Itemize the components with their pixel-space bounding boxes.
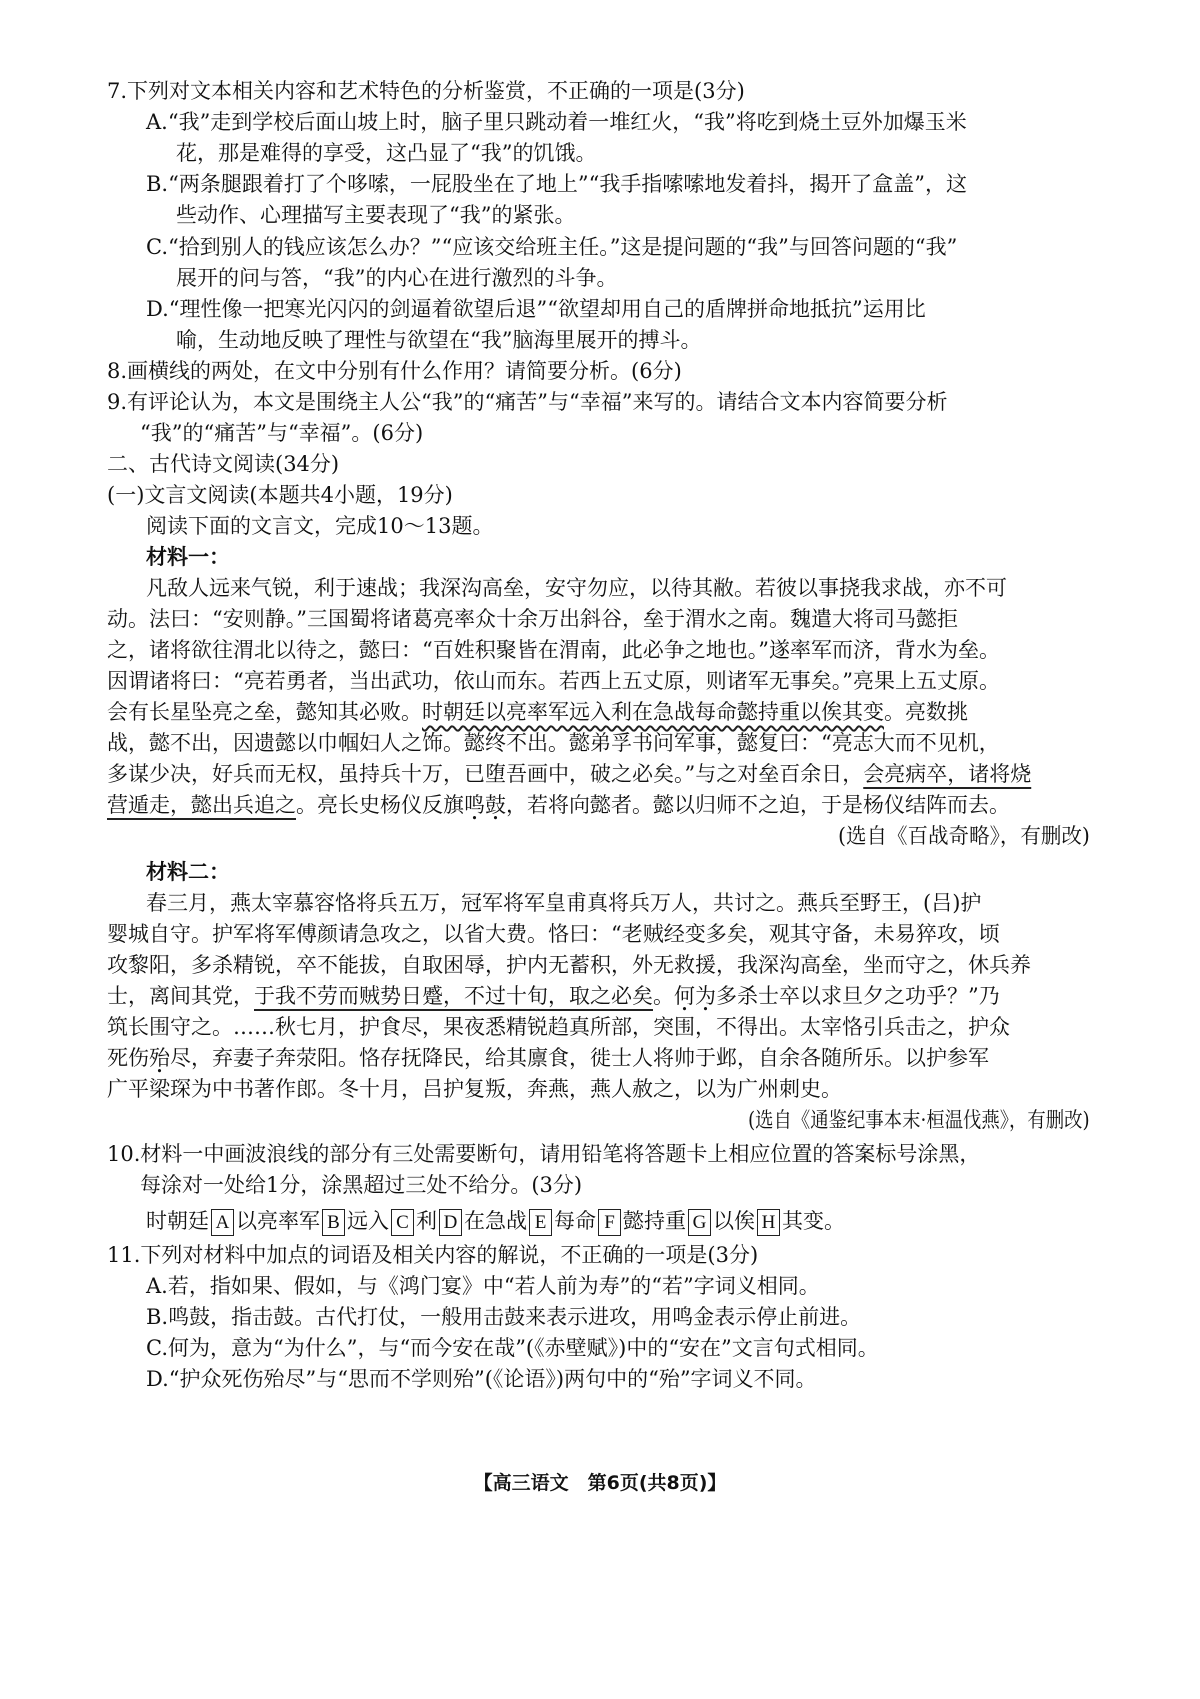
material-1-text: 会有长星坠亮之垒，懿知其必败。 <box>107 700 422 724</box>
q10-sentence <box>146 1206 845 1236</box>
material-2-line: 广平梁琛为中书著作郎。冬十月，吕护复叛，奔燕，燕人赦之，以为广州刺史。 <box>107 1077 842 1101</box>
answer-box-f[interactable]: F <box>598 1209 621 1236</box>
material-2-text: 多杀士卒以求旦夕之功乎？”乃 <box>716 984 1000 1008</box>
page-footer: 【高三语文 第6页(共8页)】 <box>473 1472 727 1494</box>
material-2-label: 材料二： <box>146 859 230 884</box>
material-2-line <box>107 1043 989 1073</box>
section-title: 二、古代诗文阅读(34分) <box>107 452 340 476</box>
q7-stem: 7.下列对文本相关内容和艺术特色的分析鉴赏，不正确的一项是(3分) <box>107 79 745 103</box>
q11-option-a: A.若，指如果、假如，与《鸿门宴》中“若人前为寿”的“若”字词义相同。 <box>146 1274 820 1298</box>
q7-option-b-line1: B.“两条腿跟着打了个哆嗦，一屁股坐在了地上”“我手指嗦嗦地发着抖，揭开了盒盖”，这 <box>146 172 968 196</box>
reading-instruction: 阅读下面的文言文，完成10～13题。 <box>146 514 494 538</box>
answer-box-h[interactable]: H <box>757 1209 780 1236</box>
dotted-word-char: 鸣 <box>464 793 485 817</box>
material-1-line <box>107 759 1031 789</box>
q11-option-d: D.“护众死伤殆尽”与“思而不学则殆”(《论语》)两句中的“殆”字词义不同。 <box>146 1367 817 1391</box>
material-2-source: (选自《通鉴纪事本末·桓温伐燕》，有删改) <box>748 1108 1090 1132</box>
answer-box-g[interactable]: G <box>688 1209 711 1236</box>
material-2-line: 婴城自守。护军将军傅颜请急攻之，以省大费。恪曰：“老贼经变多矣，观其守备，未易猝攻，顷 <box>107 922 1000 946</box>
dotted-word-char: 殆 <box>149 1046 170 1070</box>
material-1-source: (选自《百战奇略》，有删改) <box>838 824 1090 848</box>
underlined-sentence: 于我不劳而贼势日蹙，不过十旬，取之必矣 <box>254 984 653 1008</box>
q9-stem-line2: “我”的“痛苦”与“幸福”。(6分) <box>140 421 424 445</box>
material-1-line: 因谓诸将曰：“亮若勇者，当出武功，依山而东。若西上五丈原，则诸军无事矣。”亮果上五丈原。 <box>107 669 1000 693</box>
sentence-segment: 利 <box>416 1209 437 1233</box>
answer-box-d[interactable]: D <box>439 1209 462 1236</box>
dotted-word-char: 鼓 <box>485 793 506 817</box>
q7-option-d-line1: D.“理性像一把寒光闪闪的剑逼着欲望后退”“欲望却用自己的盾牌拼命地抵抗”运用比 <box>146 297 926 321</box>
material-1-text: 。亮长史杨仪反旗 <box>296 793 464 817</box>
material-1-line <box>107 790 1010 820</box>
q11-stem: 11.下列对材料中加点的词语及相关内容的解说，不正确的一项是(3分) <box>107 1243 759 1267</box>
q7-option-a-line2: 花，那是难得的享受，这凸显了“我”的饥饿。 <box>176 141 597 165</box>
material-2-text: 。 <box>653 984 674 1008</box>
q11-option-c: C.何为，意为“为什么”，与“而今安在哉”(《赤壁赋》)中的“安在”文言句式相同。 <box>146 1336 879 1360</box>
material-2-line: 筑长围守之。……秋七月，护食尽，果夜悉精锐趋真所部，突围，不得出。太宰恪引兵击之，护众 <box>107 1015 1010 1039</box>
q11-option-b: B.鸣鼓，指击鼓。古代打仗，一般用击鼓来表示进攻，用鸣金表示停止前进。 <box>146 1305 862 1329</box>
sentence-segment: 在急战 <box>464 1209 527 1233</box>
underlined-sentence: 营遁走，懿出兵追之 <box>107 793 296 817</box>
material-2-line: 攻黎阳，多杀精锐，卒不能拔，自取困辱，护内无蓄积，外无救援，我深沟高垒，坐而守之，休兵养 <box>107 953 1031 977</box>
underlined-sentence: 会亮病卒，诸将烧 <box>863 762 1032 786</box>
material-1-text: 。亮数挑 <box>884 700 968 724</box>
material-2-text: 士，离间其党， <box>107 984 254 1008</box>
q7-option-d-line2: 喻，生动地反映了理性与欲望在“我”脑海里展开的搏斗。 <box>176 328 702 352</box>
q10-stem-line2: 每涂对一处给1分，涂黑超过三处不给分。(3分) <box>140 1173 583 1197</box>
q10-stem-line1: 10.材料一中画波浪线的部分有三处需要断句，请用铅笔将答题卡上相应位置的答案标号涂黑， <box>107 1142 981 1166</box>
material-1-line: 凡敌人远来气锐，利于速战；我深沟高垒，安守勿应，以待其敝。若彼以事挠我求战，亦不可 <box>146 576 1007 600</box>
material-2-text: 尽，弃妻子奔荥阳。恪存抚降民，给其廪食，徙士人将帅于邺，自余各随所乐。以护参军 <box>170 1046 989 1070</box>
material-2-line <box>107 981 1000 1011</box>
sentence-segment: 时朝廷 <box>146 1209 209 1233</box>
material-1-text: 多谋少决，好兵而无权，虽持兵十万，已堕吾画中，破之必矣。”与之对垒百余日， <box>107 762 864 786</box>
sentence-segment: 懿持重 <box>623 1209 686 1233</box>
sentence-segment: 以俟 <box>713 1209 755 1233</box>
q7-option-c-line1: C.“拾到别人的钱应该怎么办？”“应该交给班主任。”这是提问题的“我”与回答问题的“我” <box>146 235 958 259</box>
sentence-segment: 其变。 <box>782 1209 845 1233</box>
material-2-line: 春三月，燕太宰慕容恪将兵五万，冠军将军皇甫真将兵万人，共讨之。燕兵至野王，(吕)护 <box>146 891 982 915</box>
material-1-text: ，若将向懿者。懿以归师不之迫，于是杨仪结阵而去。 <box>506 793 1010 817</box>
material-1-label: 材料一： <box>146 544 230 569</box>
material-1-line <box>107 697 968 727</box>
wavy-underlined-sentence: 时朝廷以亮率军远入利在急战每命懿持重以俟其变 <box>422 700 884 724</box>
q9-stem-line1: 9.有评论认为，本文是围绕主人公“我”的“痛苦”与“幸福”来写的。请结合文本内容简要分析 <box>107 390 948 414</box>
answer-box-e[interactable]: E <box>529 1209 552 1236</box>
q8-stem: 8.画横线的两处，在文中分别有什么作用？请简要分析。(6分) <box>107 359 682 383</box>
answer-box-b[interactable]: B <box>322 1209 345 1236</box>
sentence-segment: 每命 <box>554 1209 596 1233</box>
q7-option-a-line1: A.“我”走到学校后面山坡上时，脑子里只跳动着一堆红火，“我”将吃到烧土豆外加爆玉米 <box>146 110 967 134</box>
material-1-line: 动。法曰：“安则静。”三国蜀将诸葛亮率众十余万出斜谷，垒于渭水之南。魏遣大将司马懿拒 <box>107 607 958 631</box>
answer-box-a[interactable]: A <box>211 1209 234 1236</box>
sentence-segment: 远入 <box>347 1209 389 1233</box>
dotted-word-char: 为 <box>695 984 716 1008</box>
subsection-title: (一)文言文阅读(本题共4小题，19分) <box>107 483 453 507</box>
sentence-segment: 以亮率军 <box>236 1209 320 1233</box>
q7-option-b-line2: 些动作、心理描写主要表现了“我”的紧张。 <box>176 203 576 227</box>
material-1-line: 之，诸将欲往渭北以待之，懿曰：“百姓积聚皆在渭南，此必争之地也。”遂率军而济，背水为垒。 <box>107 638 1000 662</box>
dotted-word-char: 何 <box>674 984 695 1008</box>
answer-box-c[interactable]: C <box>391 1209 414 1236</box>
material-1-line: 战，懿不出，因遗懿以巾帼妇人之饰。懿终不出。懿弟孚书问军事，懿复曰：“亮志大而不见机， <box>107 731 1000 755</box>
material-2-text: 死伤 <box>107 1046 149 1070</box>
q7-option-c-line2: 展开的问与答，“我”的内心在进行激烈的斗争。 <box>176 266 618 290</box>
